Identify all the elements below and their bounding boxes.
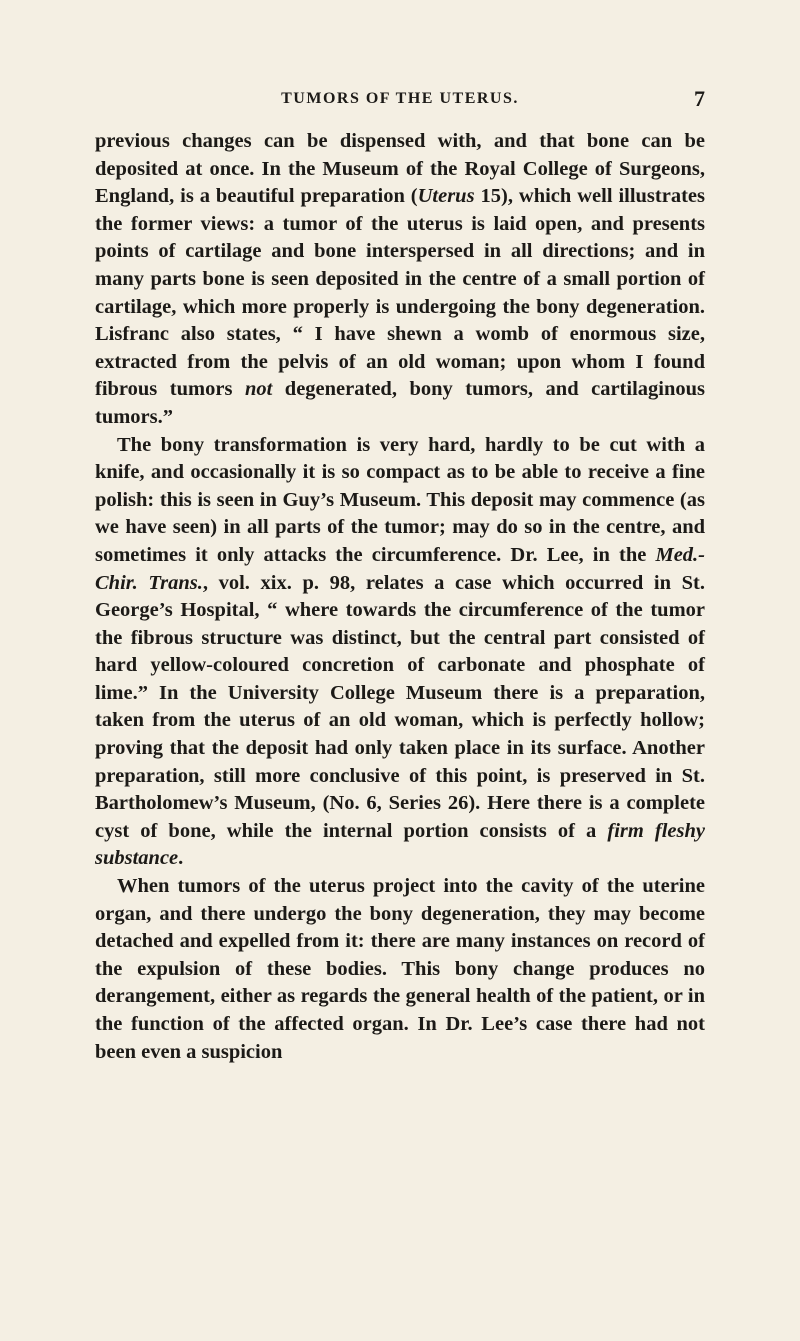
text-segment: degenerated, bony tumors, and cartilaginous tumors.” [95, 378, 705, 428]
text-segment: previous changes can be dispensed with, and that bone can be deposited at once. In the Museum of the Royal College of Surgeons, England, is a beautiful preparation ( [95, 130, 705, 208]
running-title: TUMORS OF THE UTERUS. [281, 90, 519, 107]
text-segment: The bony transformation is very hard, hardly to be cut with a knife, and occasionally it is so compact as to be able to receive a fine polish: this is seen in Guy’s Museum. This deposit may commence (as we have seen) in all parts of the tumor; may do so in the centre, and sometimes it only attacks the circumference. Dr. Lee, in the [95, 433, 705, 566]
body-text [95, 128, 705, 1066]
paragraph-2 [95, 432, 705, 874]
paragraph-1 [95, 128, 705, 432]
italic-text: Med.-Chir. Trans. [95, 543, 705, 594]
italic-text: Uterus [417, 185, 475, 208]
text-segment: When tumors of the uterus project into the cavity of the uterine organ, and there undergo the bony degeneration, they may become detached and expelled from it: there are many instances on record of the expulsion of these bodies. This bony change produces no derangement, either as regards the general health of the patient, or in the function of the affected organ. In Dr. Lee’s case there had not been even a suspicion [95, 875, 705, 1063]
paragraph-3 [95, 873, 705, 1066]
text-segment: . [178, 847, 184, 870]
text-segment: 15), which well illustrates the former views: a tumor of the uterus is laid open, and presents points of cartilage and bone interspersed in all directions; and in many parts bone is seen deposited in the centre of a small portion of cartilage, which more properly is undergoing the bony degeneration. Lisfranc also states, “ I have shewn a womb of enormous size, extracted from the pelvis of an old woman; upon whom I found fibrous tumors [95, 185, 705, 401]
page-number: 7 [694, 86, 705, 111]
text-segment: , vol. xix. p. 98, relates a case which occurred in St. George’s Hospital, “ where towards the circumference of the tumor the fibrous structure was distinct, but the central part consisted of hard yellow-coloured concretion of carbonate and phosphate of lime.” In the University College Museum there is a preparation, taken from the uterus of an old woman, which is perfectly hollow; proving that the deposit had only taken place in its surface. Another preparation, still more conclusive of this point, is preserved in St. Bartholomew’s Museum, (No. 6, Series 26). Here there is a complete cyst of bone, while the internal portion consists of a [95, 571, 705, 842]
italic-text: not [244, 378, 273, 401]
running-head [95, 86, 705, 114]
italic-text: firm fleshy substance [95, 819, 706, 870]
